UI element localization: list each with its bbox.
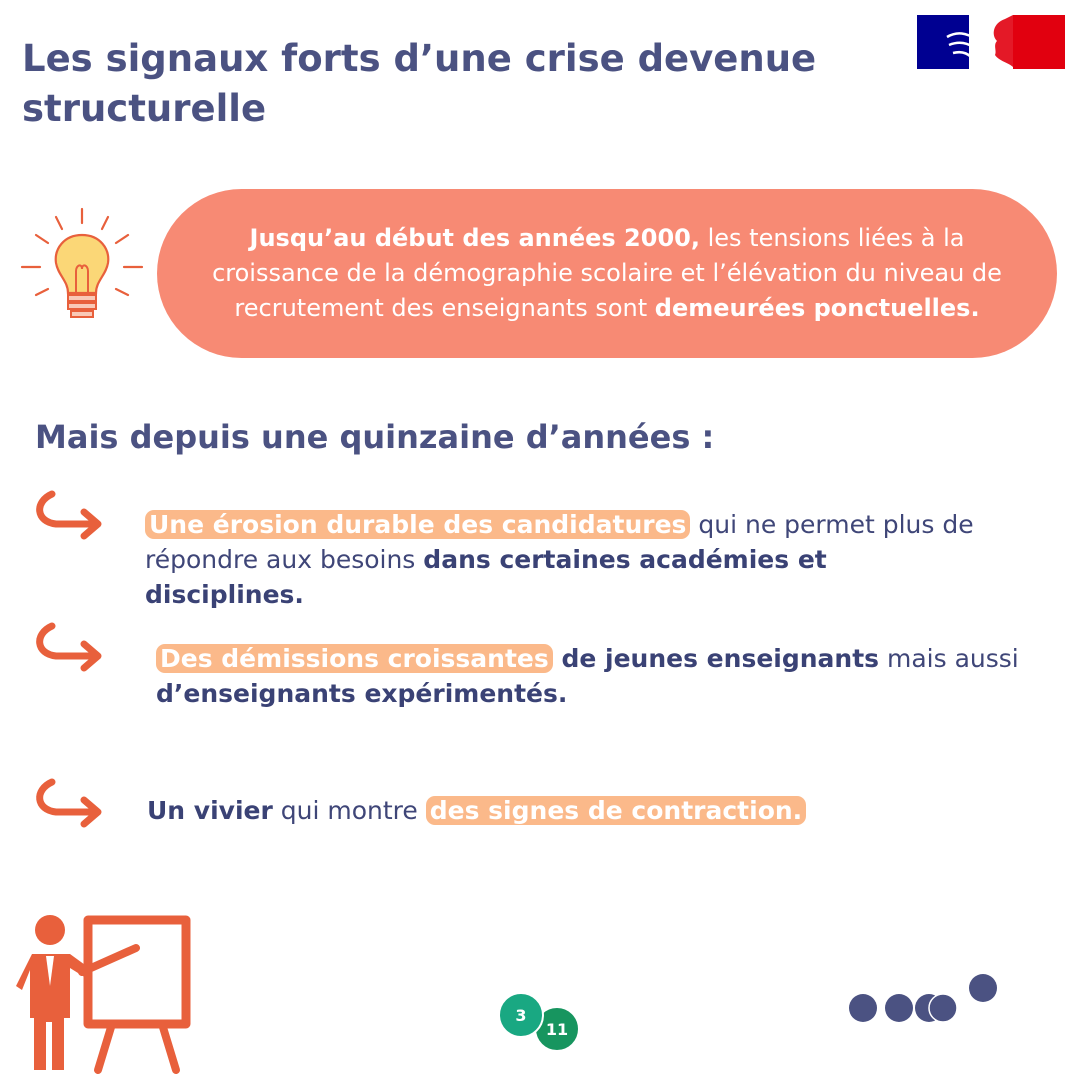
point-3-highlight: des signes de contraction. [426, 796, 806, 825]
page-title: Les signaux forts d’une crise devenue structurelle [22, 37, 817, 130]
point-1-text: qui ne permet plus de répondre aux besoins [145, 510, 974, 574]
curved-arrow-icon [30, 620, 110, 672]
teacher-board-icon [12, 910, 194, 1075]
curved-arrow-icon [30, 776, 110, 828]
decorative-dots [845, 970, 1005, 1030]
point-1 [145, 507, 985, 612]
callout-bold-tail: demeurées ponctuelles. [654, 294, 980, 322]
callout-bold-lead: Jusqu’au début des années 2000, [249, 224, 700, 252]
point-3-bold: Un vivier [147, 796, 273, 825]
callout-text [187, 221, 1027, 326]
section-heading: Mais depuis une quinzaine d’années : [35, 418, 715, 456]
curved-arrow-icon [30, 488, 110, 540]
point-3 [147, 793, 947, 828]
point-2-highlight: Des démissions croissantes [156, 644, 553, 673]
point-3-text: qui montre [272, 796, 426, 825]
marianne-logo [917, 15, 1065, 69]
point-2-bold-2: d’enseignants expérimentés. [156, 679, 568, 708]
point-2 [156, 641, 1056, 711]
pagination [498, 992, 583, 1057]
point-2-text: mais aussi [879, 644, 1019, 673]
lightbulb-icon [18, 205, 146, 333]
callout-body: les tensions liées à la croissance de la démographie scolaire et l’élévation du niveau de recrutement des enseignants sont [212, 224, 1002, 322]
point-2-bold-1: de jeunes enseignants [552, 644, 880, 673]
page-total-badge: 11 [534, 1006, 580, 1052]
point-1-highlight: Une érosion durable des candidatures [145, 510, 690, 539]
point-1-bold: dans certaines académies et disciplines. [145, 545, 827, 609]
intro-callout [157, 189, 1057, 358]
page-current-badge: 3 [498, 992, 544, 1038]
